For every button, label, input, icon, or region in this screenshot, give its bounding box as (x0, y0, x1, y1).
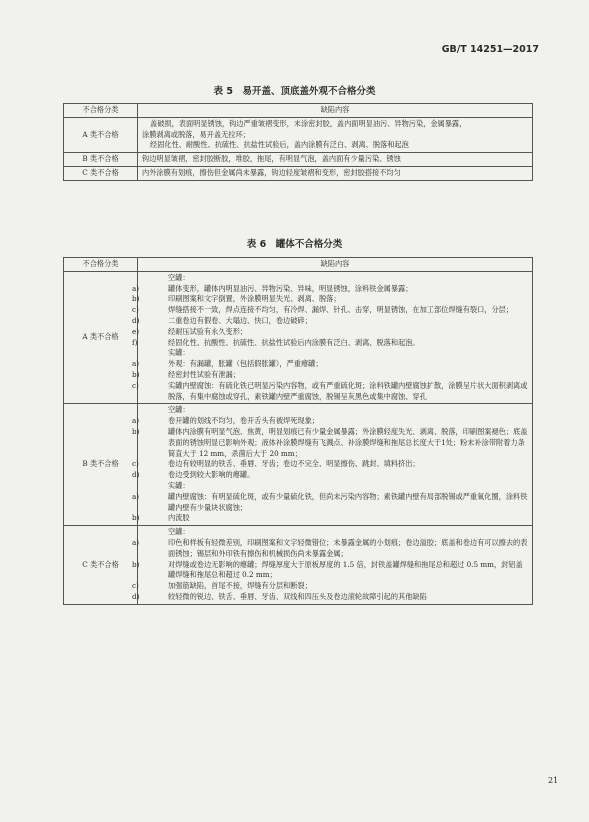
list-item (132, 470, 528, 481)
table6 (63, 257, 533, 605)
table-cell-line: 钩边明显皱褶，密封胶断胶，堆胶，拖尾，有明显气泡，盖内面有少量污染、锈蚀 (142, 154, 401, 164)
table5-content-c (138, 166, 533, 180)
list-item (132, 337, 528, 349)
list-item (132, 491, 528, 514)
list-item (132, 380, 528, 403)
page-number: 21 (548, 776, 559, 785)
list-item-text: 对焊缝或卷边无影响的瘪罐；焊缝厚度大于原板厚度的 1.5 倍，封铁盖罐焊缝和拖尾总和超过 0.5 mm，封铝盖罐焊缝和拖尾总和超过 0.2 mm； (168, 559, 523, 580)
table6-title: 表 6 罐体不合格分类 (246, 239, 343, 250)
list-item-text: 内流胶 (168, 513, 190, 523)
list-item-label: d) (132, 315, 140, 325)
table5-content-b (138, 153, 533, 167)
list-item (142, 273, 528, 284)
list-item (132, 294, 528, 305)
list-item-label: b) (132, 426, 140, 436)
table6-header-category: 不合格分类 (64, 258, 138, 272)
list-item (132, 537, 528, 560)
list-item (142, 405, 528, 416)
list-item-text: 经耐压试验有永久变形； (168, 326, 248, 336)
list-item-label: f) (132, 337, 138, 347)
list-item (132, 369, 528, 381)
list-item-text: 经密封性试验有泄漏； (168, 369, 240, 379)
table5-header-category: 不合格分类 (64, 104, 138, 118)
list-item-text: 外观：有漏罐，胀罐（包括假胀罐），严重瘪罐； (168, 359, 323, 369)
list-item-text: 加强筋缺陷，首尾不接，焊缝有分层和断裂； (168, 581, 312, 591)
table-row (64, 153, 533, 167)
table-cell-line: 涂膜剥离或脱落，易开盖无拉环； (142, 129, 250, 139)
list-item-label: a) (132, 283, 140, 293)
list-item-text: 印刷图案和文字倒置，外涂膜明显失光、剥离、脱落； (168, 294, 341, 304)
list-item-text: 卷边有较明显的铁舌、垂唇、牙齿；卷边不完全、明显擦伤、跳封、填料挤出； (168, 459, 420, 469)
list-item (132, 559, 528, 582)
list-item-label: a) (132, 416, 140, 426)
table6-category: A 类不合格 (64, 271, 138, 404)
list-item-label: b) (132, 294, 140, 304)
table5-header-content: 缺陷内容 (138, 104, 533, 118)
list-item-text: 印色和样板有轻微差别，印刷图案和文字轻微错位；未暴露金属的小划痕；卷边溢胶；底盖和卷边有可以擦去的表面锈蚀；锡层和外印铁有擦伤和机械损伤尚未暴露金属； (168, 537, 528, 558)
list-item-label: d) (132, 591, 140, 601)
list-item-text: 实罐内壁腐蚀：有硫化铁已明显污染内容物，或有严重硫化斑；涂料铁罐内壁腐蚀扩散，涂膜呈片状大面积剥离或脱落，有集中腐蚀或穿孔，素铁罐内壁严重腐蚀，脱锡呈灰黑色或集中腐蚀、穿孔 (168, 380, 528, 401)
list-item-text: 二重卷边有假卷、大塌边、快口，卷边破碎； (168, 315, 312, 325)
list-item-text: 罐内壁腐蚀：有明显硫化斑，或有少量硫化铁，但尚未污染内容物；素铁罐内壁有局部脱锡或严重氧化圈，涂料铁罐内壁有少量块状腐蚀； (168, 491, 528, 512)
list-item-label: b) (132, 369, 140, 379)
list-item-text: 实罐： (168, 348, 190, 358)
list-item (132, 315, 528, 327)
table6-content (132, 526, 533, 605)
standard-code: GB/T 14251—2017 (441, 44, 539, 55)
list-item (142, 481, 528, 492)
table-row (64, 526, 533, 605)
table6-content (132, 404, 533, 526)
table6-category: B 类不合格 (64, 404, 138, 526)
list-item (132, 359, 528, 370)
list-item (132, 591, 528, 603)
table5-category-b: B 类不合格 (64, 153, 138, 167)
table6-content (132, 271, 533, 404)
list-item-text: 较轻微的锐边、铁舌、垂唇、牙齿、双线和四压头及卷边滚轮故障引起的其他缺陷 (168, 591, 427, 601)
list-item-text: 卷开罐的划线不均匀，卷开舌头有被焊死现象； (168, 416, 319, 426)
table5-category-c: C 类不合格 (64, 166, 138, 180)
list-item-text: 罐体内涂膜有明显气泡、焦黄，明显划痕已有少量金属暴露；外涂膜轻度失光、剥离、脱落，印刷图案褪色；底盖表面的锈蚀明显已影响外观；液体补涂膜焊缝有飞溅点、补涂膜焊缝和拖尾总长度大于1处；粉末补涂带附着力条简直大于 12 mm，杀菌后大于 20 mm； (168, 426, 528, 458)
table5-category-a: A 类不合格 (64, 117, 138, 152)
table-cell-line: 经固化性、耐酸性、抗硫性、抗盐性试验后，盖内涂膜有泛白、剥离、脱落和起泡 (150, 140, 409, 150)
list-item (132, 283, 528, 295)
list-item (132, 459, 528, 470)
table-cell-line: 内外涂膜有划痕，擦伤但金属尚未暴露，钩边轻度皱褶和变形，密封胶搭接不均匀 (142, 167, 401, 177)
table5 (63, 103, 533, 181)
list-item-label: b) (132, 559, 140, 569)
list-item-text: 罐体变形，罐体内明显油污、异物污染、异味，明显锈蚀，涂料铁金属暴露； (168, 283, 413, 293)
list-item-text: 卷边受到较大影响的瘪罐。 (168, 470, 255, 480)
list-item-label: c) (132, 459, 139, 469)
list-item-text: 空罐： (168, 272, 190, 282)
list-item (132, 581, 528, 592)
list-item-label: c) (132, 305, 139, 315)
list-item-label: a) (132, 359, 140, 369)
list-item-text: 经固化性、抗酸性、抗硫性、抗盐性试验后内涂膜有泛白、剥离、脱落和起泡。 (168, 337, 420, 347)
list-item (132, 305, 528, 316)
list-item-label: c) (132, 380, 139, 390)
list-item-label: d) (132, 470, 140, 480)
table6-header-content: 缺陷内容 (138, 258, 533, 272)
list-item (132, 426, 528, 459)
list-item-label: b) (132, 513, 140, 523)
list-item-label: a) (132, 537, 140, 547)
list-item-text: 实罐： (168, 480, 190, 490)
table6-category: C 类不合格 (64, 526, 138, 605)
list-item (142, 527, 528, 538)
table-row (64, 404, 533, 526)
list-item (132, 416, 528, 427)
table-row (64, 117, 533, 152)
list-item-text: 焊缝搭接不一致，焊点连接不均匀，有冷焊、漏焊、针孔、击穿，明显锈蚀，在加工部位焊缝有裂口，分层； (168, 305, 514, 315)
list-item-label: e) (132, 326, 140, 336)
list-item-text: 空罐： (168, 527, 190, 537)
table5-content-a (138, 117, 533, 152)
list-item-text: 空罐： (168, 405, 190, 415)
table-row (64, 271, 533, 404)
list-item (132, 513, 528, 524)
list-item (132, 326, 528, 338)
list-item-label: c) (132, 581, 139, 591)
list-item (142, 348, 528, 359)
table-cell-line: 盖破损，表面明显锈蚀，钩边严重皱褶变形，未涂密封胶，盖内面明显油污、异物污染，金属暴露， (150, 118, 467, 128)
table5-title: 表 5 易开盖、顶底盖外观不合格分类 (213, 86, 376, 97)
table-row (64, 166, 533, 180)
list-item-label: a) (132, 491, 140, 501)
